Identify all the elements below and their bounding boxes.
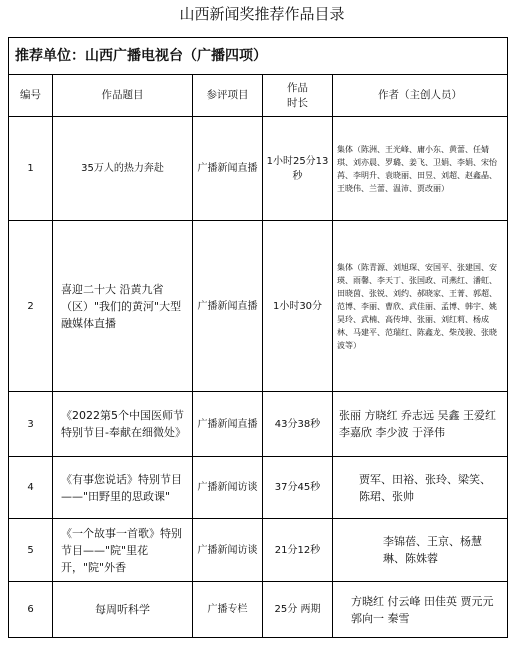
row-category: 广播新闻直播 [193,221,263,392]
row-duration: 1小时25分13秒 [263,117,333,221]
row-no: 5 [9,519,53,582]
table-row [9,117,508,221]
row-duration: 43分38秒 [263,392,333,457]
row-no: 4 [9,457,53,519]
table-row [9,392,508,457]
row-authors: 张丽 方晓红 乔志远 吴鑫 王爱红 李嘉欣 李少波 于泽伟 [333,392,508,457]
unit-row [9,38,508,75]
row-authors: 李锦蓓、王京、杨慧琳、陈姝蓉 [333,519,508,582]
table-row [9,582,508,638]
row-duration: 21分12秒 [263,519,333,582]
row-title: 《一个故事一首歌》特别节目——"院"里花开，"院"外香 [53,519,193,582]
row-title: 35万人的热力奔赴 [53,117,193,221]
row-category: 广播专栏 [193,582,263,638]
row-title: 《有事您说话》特别节目——"田野里的思政课" [53,457,193,519]
row-title: 每周听科学 [53,582,193,638]
row-duration: 1小时30分 [263,221,333,392]
row-category: 广播新闻直播 [193,117,263,221]
table-row [9,221,508,392]
header-duration [263,75,333,117]
header-title: 作品题目 [53,75,193,117]
row-title: 喜迎二十大 沿黄九省（区）"我们的黄河"大型融媒体直播 [53,221,193,392]
header-duration-line2: 时长 [287,96,308,109]
row-authors: 集体（陈洲、王光峰、庸小东、黄蕾、任婧琪、刘亦晨、罗璐、姜飞、卫娟、李娟、宋怡苒、李明升、袁晓丽、田昱、刘超、赵鑫晶、王晓伟、兰蕾、温沛、贾改丽） [333,117,508,221]
header-no: 编号 [9,75,53,117]
row-no: 1 [9,117,53,221]
nominations-table [8,37,508,638]
row-authors: 贾军、田裕、张玲、梁笑、陈珺、张帅 [333,457,508,519]
header-category: 参评项目 [193,75,263,117]
table-row [9,457,508,519]
row-no: 6 [9,582,53,638]
recommending-unit: 推荐单位：山西广播电视台（广播四项） [9,38,508,75]
row-title: 《2022第5个中国医师节特别节目-奉献在细微处》 [53,392,193,457]
row-category: 广播新闻访谈 [193,519,263,582]
row-no: 2 [9,221,53,392]
row-duration: 37分45秒 [263,457,333,519]
page-title: 山西新闻奖推荐作品目录 [179,5,345,23]
table-row [9,519,508,582]
row-category: 广播新闻访谈 [193,457,263,519]
header-authors: 作者（主创人员） [333,75,508,117]
row-authors: 方晓红 付云峰 田佳英 贾元元 郭向一 秦雪 [333,582,508,638]
row-duration: 25分 两期 [263,582,333,638]
row-authors: 集体（陈青源、刘旭琛、安国平、张建国、安瑛、雨馨、李天丁、张国政、司燕红、潘虹、田晓茵、张锐、刘约、郝晓家、王菁、郭超、范博、李丽、曹欣、武佳丽、孟博、韩宇、姚昊玲、武楠、高传坤、张丽、刘红莉、杨成林、马建平、范瑞红、陈鑫龙、柴茂骏、张晓波等） [333,221,508,392]
row-category: 广播新闻直播 [193,392,263,457]
row-no: 3 [9,392,53,457]
header-duration-line1: 作品 [287,81,308,94]
header-row [9,75,508,117]
